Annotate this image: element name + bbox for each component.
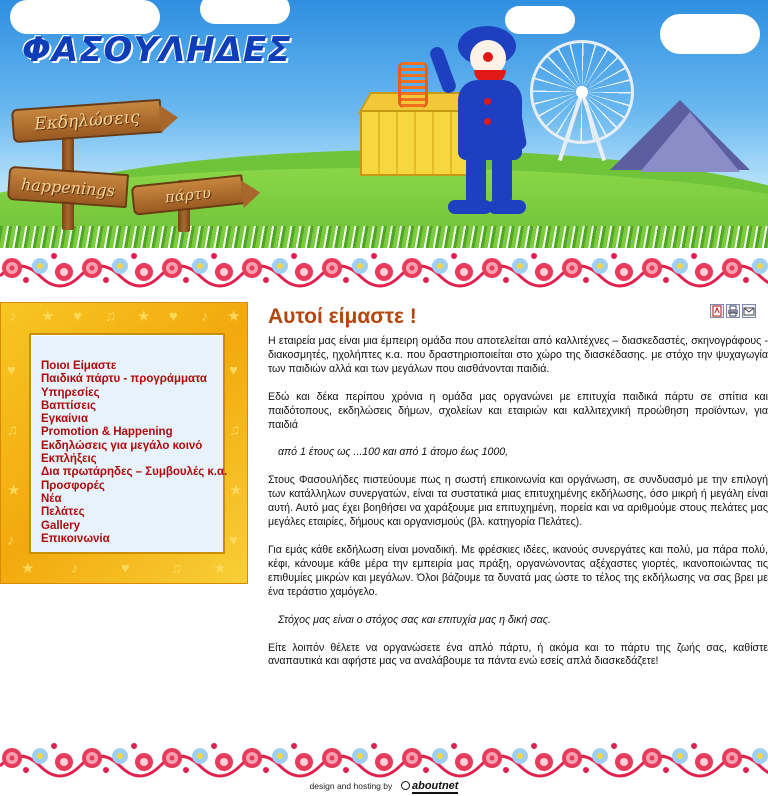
flower-border-top (0, 248, 768, 288)
paragraph: Είτε λοιπόν θέλετε να οργανώσετε ένα απλό πάρτυ, ή ακόμα και το πάρτυ της ζωής σας, καθίστε αναπαυτικά και αφήστε μας να αναλάβουμε τα πάντα ενώ εσείς απλά διασκεδάζετε! (268, 641, 768, 668)
print-icon[interactable] (726, 304, 740, 318)
star-icon: ★ (229, 482, 243, 499)
aboutnet-logo[interactable] (401, 781, 459, 791)
aboutnet-link[interactable]: aboutnet (412, 780, 459, 792)
star-icon: ★ (227, 308, 241, 325)
nav-item-public-events[interactable]: Εκδηλώσεις για μεγάλο κοινό (41, 439, 203, 452)
circus-tent (640, 112, 740, 172)
heart-icon: ♥ (169, 308, 178, 325)
star-icon: ★ (213, 560, 227, 577)
page-tools (710, 304, 756, 318)
nav-item-christenings[interactable]: Βαπτίσεις (41, 399, 97, 412)
nav-panel (29, 333, 228, 554)
grass (0, 226, 768, 248)
music-note-icon: ♪ (7, 532, 15, 549)
cloud (660, 14, 760, 54)
nav-item-contact[interactable]: Επικοινωνία (41, 532, 110, 545)
heart-icon: ♥ (229, 362, 238, 379)
footer-credit: design and hosting by (309, 781, 393, 791)
article-body (268, 335, 768, 669)
jack-in-box (360, 110, 468, 176)
paragraph: Στους Φασουλήδες πιστεύουμε πως η σωστή επικοινωνία και οργάνωση, σε συνδυασμό με την επιλογή των κατάλληλων συνεργατών, είναι τα συστατικά μιας επιτυχημένης εκδήλωσης, όσο μικρή ή μεγάλη είναι αυτή. Αυτό μας έχει βοηθήσει να χαράξουμε μια επιτυχημένη, πορεία και να αριθμούμε στους πελάτες μας μεγάλες εταιρίες, δήμους και οργανισμούς (βλ. κατηγορία Πελάτες). (268, 474, 768, 529)
sign-events[interactable] (11, 99, 163, 143)
sign-happenings-label: happenings (20, 174, 116, 200)
nav-item-tips[interactable]: Δια πρωτάρηδες – Συμβουλές κ.α. (41, 466, 228, 479)
heart-icon: ♥ (7, 362, 16, 379)
nav-item-offers[interactable]: Προσφορές (41, 479, 105, 492)
pdf-icon[interactable] (710, 304, 724, 318)
paragraph: από 1 έτους ως ...100 και από 1 άτομο έως 1000, (278, 446, 509, 459)
footer (0, 780, 768, 796)
sign-party-label: πάρτυ (164, 183, 212, 207)
music-note-icon: ♪ (201, 308, 209, 325)
main-nav (41, 360, 227, 546)
nav-item-clients[interactable]: Πελάτες (41, 506, 85, 519)
nav-item-surprises[interactable]: Εκπλήξεις (41, 453, 97, 466)
music-note-icon: ♪ (71, 560, 79, 577)
music-note-icon: ♫ (105, 308, 117, 325)
nav-item-news[interactable]: Νέα (41, 492, 62, 505)
star-icon: ★ (137, 308, 151, 325)
paragraph: Η εταιρεία μας είναι μια έμπειρη ομάδα που αποτελείται από καλλιτέχνες – διασκεδαστές, σκηνογράφους - διακοσμητές, ηχολήπτες κ.α. που δραστηριοποιείται στο χώρο της διασκέδασης. με στόχο την ψυχαγωγία των παιδιών αλλά και των μεγάλων που αισθάνονται παιδιά. (268, 335, 768, 375)
cloud (10, 0, 160, 34)
sign-events-label: Εκδηλώσεις (33, 107, 141, 135)
star-icon: ★ (41, 308, 55, 325)
paragraph: Εδώ και δέκα περίπου χρόνια η ομάδα μας οργανώνει με επιτυχία παιδικά πάρτυ σε σπίτια και παιδότοπους, εκδηλώσεις δήμων, σχολείων και εταιριών και καλλιτεχνική προώθηση προϊόντων, για παιδιά (268, 390, 768, 431)
music-note-icon: ♫ (7, 422, 19, 439)
nav-item-openings[interactable]: Εγκαίνια (41, 413, 89, 426)
music-note-icon: ♫ (229, 422, 241, 439)
email-icon[interactable] (742, 304, 756, 318)
music-note-icon: ♪ (9, 308, 17, 325)
cloud (200, 0, 290, 24)
cloud (505, 6, 575, 34)
main-content (268, 304, 768, 669)
nav-item-promotion[interactable]: Promotion & Happening (41, 426, 173, 439)
heart-icon: ♥ (229, 532, 238, 549)
star-icon: ★ (21, 560, 35, 577)
heart-icon: ♥ (121, 560, 130, 577)
heart-icon: ♥ (73, 308, 82, 325)
sidebar-frame (0, 302, 248, 584)
nav-item-kids-parties[interactable]: Παιδικά πάρτυ - προγράμματα (41, 373, 207, 386)
globe-icon (401, 781, 410, 790)
ferris-wheel-hub (576, 86, 588, 98)
music-note-icon: ♫ (171, 560, 183, 577)
site-logo[interactable]: ΦΑΣΟΥΛΗΔΕΣ (22, 30, 292, 70)
nav-item-gallery[interactable]: Gallery (41, 519, 80, 532)
paragraph: Για εμάς κάθε εκδήλωση είναι μοναδική. Με φρέσκιες ιδέες, ικανούς συνεργάτες και πολύ, μα πάρα πολύ, κέφι, κάνουμε κάθε μέρα την εμπειρία μας πράξη, οργανώνοντας αξέχαστες γιορτές, ικανοποιώντας τις επιθυμίες μικρών και μεγάλων. Όλοι βάζουμε τα δυνατά μας ώστε το τέλος της εκδήλωσης να σας βρει με ένα τεράστιο χαμόγελο. (268, 543, 768, 598)
header-banner (0, 0, 768, 248)
star-icon: ★ (7, 482, 21, 499)
nav-item-services[interactable]: Υπηρεσίες (41, 386, 100, 399)
page-title: Αυτοί είμαστε ! (268, 305, 417, 328)
paragraph: Στόχος μας είναι ο στόχος σας και επιτυχία μας η δική σας. (278, 613, 551, 626)
flower-border-bottom (0, 738, 768, 778)
nav-item-about[interactable]: Ποιοι Είμαστε (41, 360, 117, 372)
